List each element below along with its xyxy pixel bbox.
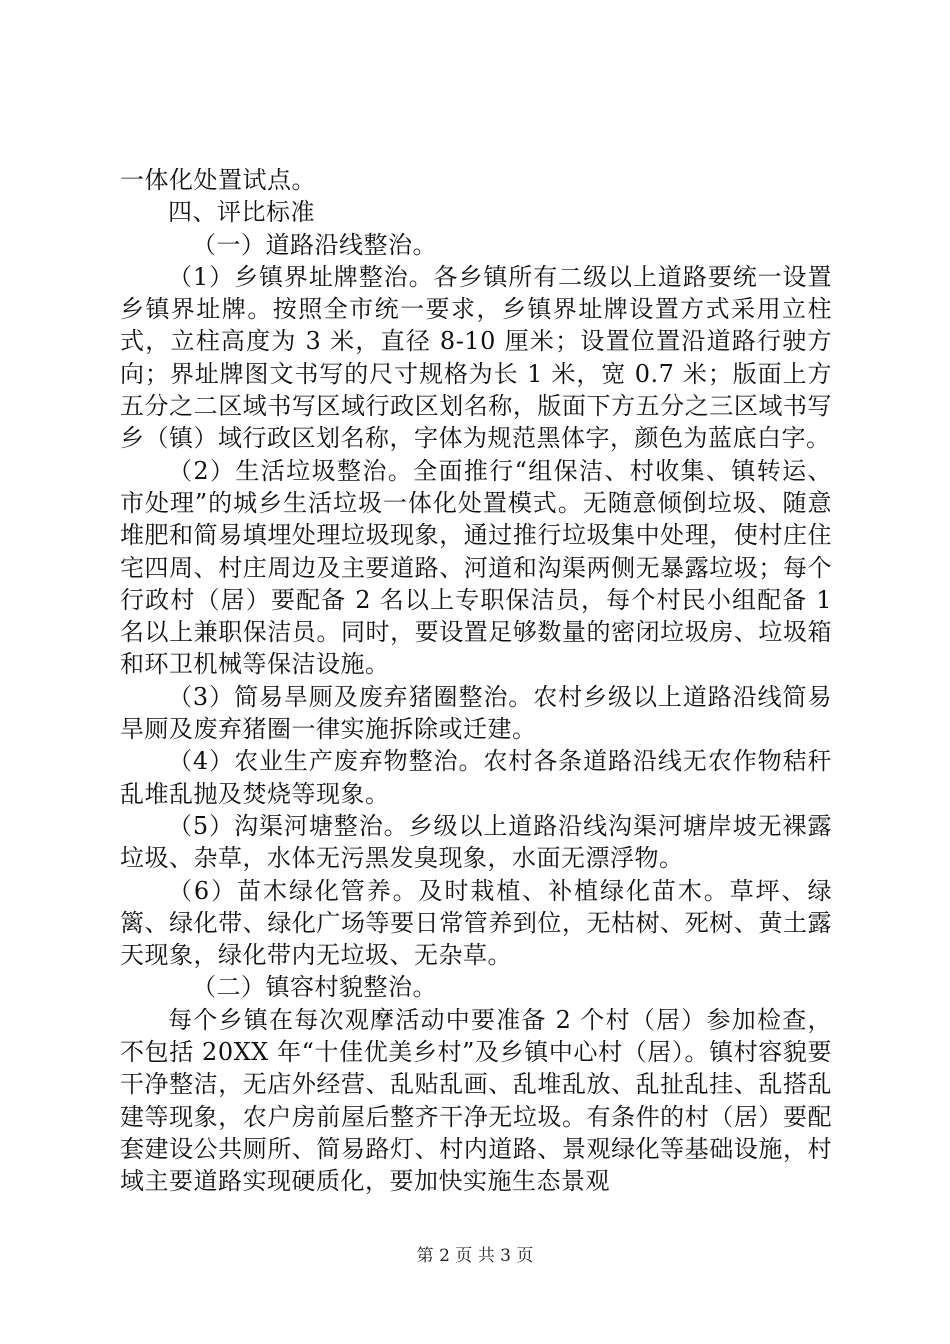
page-footer: 第 2 页 共 3 页 [416, 1246, 534, 1266]
paragraph-agricultural-waste: （4）农业生产废弃物整治。农村各条道路沿线无农作物秸秆乱堆乱抛及焚烧等现象。 [120, 747, 832, 808]
subsection-heading-road-renovation: （一）道路沿线整治。 [192, 230, 437, 259]
document-body [120, 164, 832, 1198]
paragraph-continuation: 一体化处置试点。 [120, 166, 316, 194]
paragraph-dry-toilet: （3）简易旱厕及废弃猪圈整治。农村乡级以上道路沿线简易旱厕及废弃猪圈一律实施拆除或迁建。 [120, 682, 832, 744]
paragraph-town-village: 每个乡镇在每次观摩活动中要准备 2 个村（居）参加检查，不包括 20XX 年“十佳优美乡村”及乡镇中心村（居）。镇村容貌要干净整洁，无店外经营、乱贴乱画、乱堆乱放、乱扯乱挂、乱搭乱建等现象，农户房前屋后整齐干净无垃圾。有条件的村（居）要配套建设公共厕所、简易路灯、村内道路、景观绿化等基础设施，村域主要道路实现硬质化，要加快实施生态景观 [120, 1005, 832, 1196]
paragraph-household-waste: （2）生活垃圾整治。全面推行“组保洁、村收集、镇转运、市处理”的城乡生活垃圾一体化处置模式。无随意倾倒垃圾、随意堆肥和简易填埋处理垃圾现象，通过推行垃圾集中处理，使村庄住宅四周、村庄周边及主要道路、河道和沟渠两侧无暴露垃圾；每个行政村（居）要配备 2 名以上专职保洁员，每个村民小组配备 1 名以上兼职保洁员。同时，要设置足够数量的密闭垃圾房、垃圾箱和环卫机械等保洁设施。 [120, 456, 832, 679]
subsection-heading-town-village: （二）镇容村貌整治。 [192, 973, 437, 1002]
section-heading-evaluation-criteria: 四、评比标准 [168, 198, 315, 227]
paragraph-ditch-pond: （5）沟渠河塘整治。乡级以上道路沿线沟渠河塘岸坡无裸露垃圾、杂草，水体无污黑发臭现象，水面无漂浮物。 [120, 811, 832, 873]
paragraph-greening: （6）苗木绿化管养。及时栽植、补植绿化苗木。草坪、绿篱、绿化带、绿化广场等要日常管养到位，无枯树、死树、黄土露天现象，绿化带内无垃圾、无杂草。 [120, 876, 832, 970]
paragraph-boundary-sign: （1）乡镇界址牌整治。各乡镇所有二级以上道路要统一设置乡镇界址牌。按照全市统一要求，乡镇界址牌设置方式采用立柱式，立柱高度为 3 米，直径 8-10 厘米；设置位置沿道路行驶方向；界址牌图文书写的尺寸规格为长 1 米，宽 0.7 米；版面上方五分之二区域书写区域行政区划名称，版面下方五分之三区域书写乡（镇）域行政区划名称，字体为规范黑体字，颜色为蓝底白字。 [120, 262, 832, 453]
